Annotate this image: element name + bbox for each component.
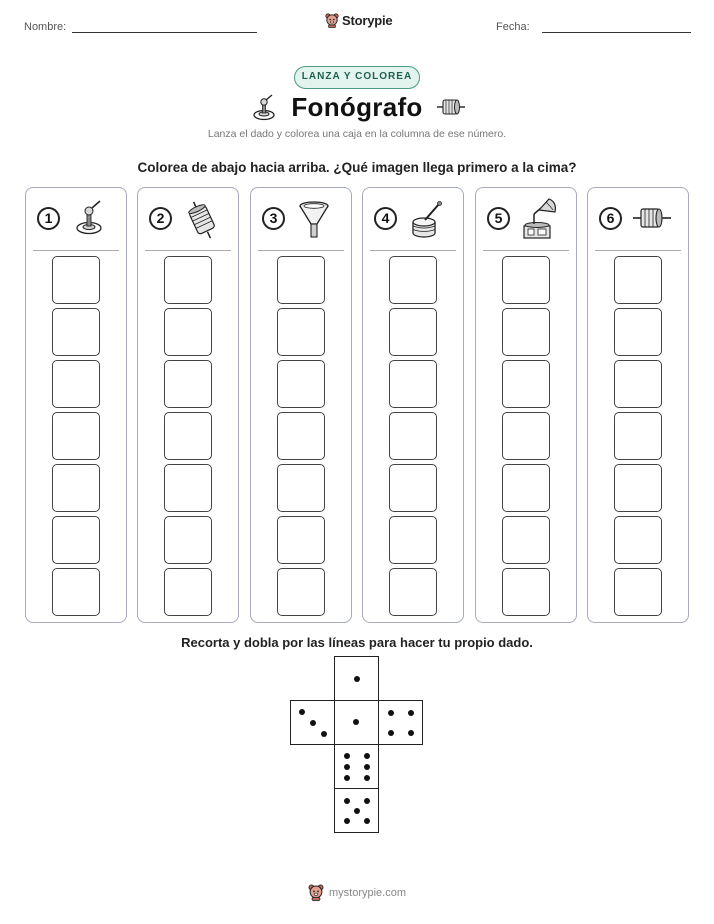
dice-face-three — [290, 700, 335, 745]
dice-face-one — [334, 700, 379, 745]
column-3 — [250, 187, 352, 623]
color-box[interactable] — [52, 568, 100, 616]
color-box[interactable] — [164, 568, 212, 616]
date-label: Fecha: — [496, 21, 530, 33]
color-box[interactable] — [614, 516, 662, 564]
column-number: 3 — [262, 207, 285, 230]
page-title: Fonógrafo — [291, 92, 423, 122]
record-stylus-icon — [406, 198, 448, 242]
footer — [308, 884, 406, 901]
dice-pip — [321, 731, 327, 737]
column-divider — [595, 250, 681, 251]
dice-pip — [364, 818, 370, 824]
date-line[interactable] — [542, 32, 691, 33]
activity-badge: LANZA Y COLOREA — [294, 66, 420, 89]
storypie-mascot-icon — [325, 13, 339, 28]
dice-face-six — [334, 744, 379, 789]
dice-face-four — [378, 700, 423, 745]
gramophone-icon — [519, 198, 561, 242]
color-box[interactable] — [164, 516, 212, 564]
color-box[interactable] — [389, 308, 437, 356]
dice-pip — [408, 730, 414, 736]
dice-pip — [388, 730, 394, 736]
color-box[interactable] — [502, 464, 550, 512]
color-box[interactable] — [277, 516, 325, 564]
dice-pip — [344, 798, 350, 804]
column-5 — [475, 187, 577, 623]
color-box[interactable] — [614, 256, 662, 304]
color-box[interactable] — [389, 256, 437, 304]
dice-face-one — [334, 656, 379, 701]
color-box[interactable] — [389, 464, 437, 512]
dice-pip — [344, 764, 350, 770]
color-box[interactable] — [614, 464, 662, 512]
cut-instruction: Recorta y dobla por las líneas para hacer tu propio dado. — [181, 635, 533, 650]
color-box[interactable] — [614, 360, 662, 408]
storypie-logo — [325, 13, 392, 28]
color-box[interactable] — [52, 464, 100, 512]
column-divider — [145, 250, 231, 251]
color-box[interactable] — [389, 568, 437, 616]
column-divider — [370, 250, 456, 251]
color-box[interactable] — [164, 464, 212, 512]
color-box[interactable] — [502, 308, 550, 356]
cylinder-roll-icon — [631, 202, 673, 236]
column-1 — [25, 187, 127, 623]
color-box[interactable] — [164, 256, 212, 304]
column-4 — [362, 187, 464, 623]
color-box[interactable] — [502, 360, 550, 408]
color-box[interactable] — [52, 256, 100, 304]
dice-pip — [344, 818, 350, 824]
dice-pip — [364, 798, 370, 804]
column-2 — [137, 187, 239, 623]
column-number: 1 — [37, 207, 60, 230]
color-box[interactable] — [52, 360, 100, 408]
dice-face-five — [334, 788, 379, 833]
color-box[interactable] — [164, 412, 212, 460]
color-box[interactable] — [614, 308, 662, 356]
cylinder-roll-icon — [436, 96, 466, 118]
color-box[interactable] — [164, 308, 212, 356]
column-divider — [33, 250, 119, 251]
storypie-mascot-icon — [308, 884, 324, 901]
color-box[interactable] — [389, 412, 437, 460]
name-label: Nombre: — [24, 21, 67, 33]
color-box[interactable] — [502, 568, 550, 616]
instruction: Colorea de abajo hacia arriba. ¿Qué imagen llega primero a la cima? — [137, 160, 577, 175]
dice-pip — [408, 710, 414, 716]
dice-pip — [354, 676, 360, 682]
footer-url[interactable]: mystorypie.com — [329, 886, 407, 899]
color-box[interactable] — [502, 412, 550, 460]
color-box[interactable] — [277, 256, 325, 304]
color-box[interactable] — [614, 568, 662, 616]
color-box[interactable] — [52, 516, 100, 564]
color-box[interactable] — [52, 308, 100, 356]
color-box[interactable] — [164, 360, 212, 408]
dice-pip — [364, 775, 370, 781]
color-box[interactable] — [52, 412, 100, 460]
color-box[interactable] — [614, 412, 662, 460]
column-divider — [483, 250, 569, 251]
color-box[interactable] — [502, 256, 550, 304]
color-box[interactable] — [277, 568, 325, 616]
color-box[interactable] — [277, 308, 325, 356]
dice-pip — [364, 764, 370, 770]
brand-name: Storypie — [342, 13, 393, 28]
color-box[interactable] — [277, 412, 325, 460]
dice-pip — [353, 719, 359, 725]
color-box[interactable] — [389, 516, 437, 564]
color-box[interactable] — [389, 360, 437, 408]
color-box[interactable] — [277, 464, 325, 512]
dice-pip — [388, 710, 394, 716]
phonograph-stylus-icon — [69, 198, 111, 238]
dice-pip — [344, 775, 350, 781]
column-6 — [587, 187, 689, 623]
dice-pip — [310, 720, 316, 726]
dice-pip — [344, 753, 350, 759]
dice-pip — [354, 808, 360, 814]
column-number: 6 — [599, 207, 622, 230]
color-box[interactable] — [502, 516, 550, 564]
horn-funnel-icon — [294, 198, 336, 242]
wax-cylinder-icon — [181, 198, 223, 242]
color-box[interactable] — [277, 360, 325, 408]
column-number: 4 — [374, 207, 397, 230]
dice-pip — [299, 709, 305, 715]
column-divider — [258, 250, 344, 251]
name-line[interactable] — [72, 32, 257, 33]
column-number: 2 — [149, 207, 172, 230]
dice-pip — [364, 753, 370, 759]
column-number: 5 — [487, 207, 510, 230]
subtitle: Lanza el dado y colorea una caja en la columna de ese número. — [207, 128, 507, 140]
